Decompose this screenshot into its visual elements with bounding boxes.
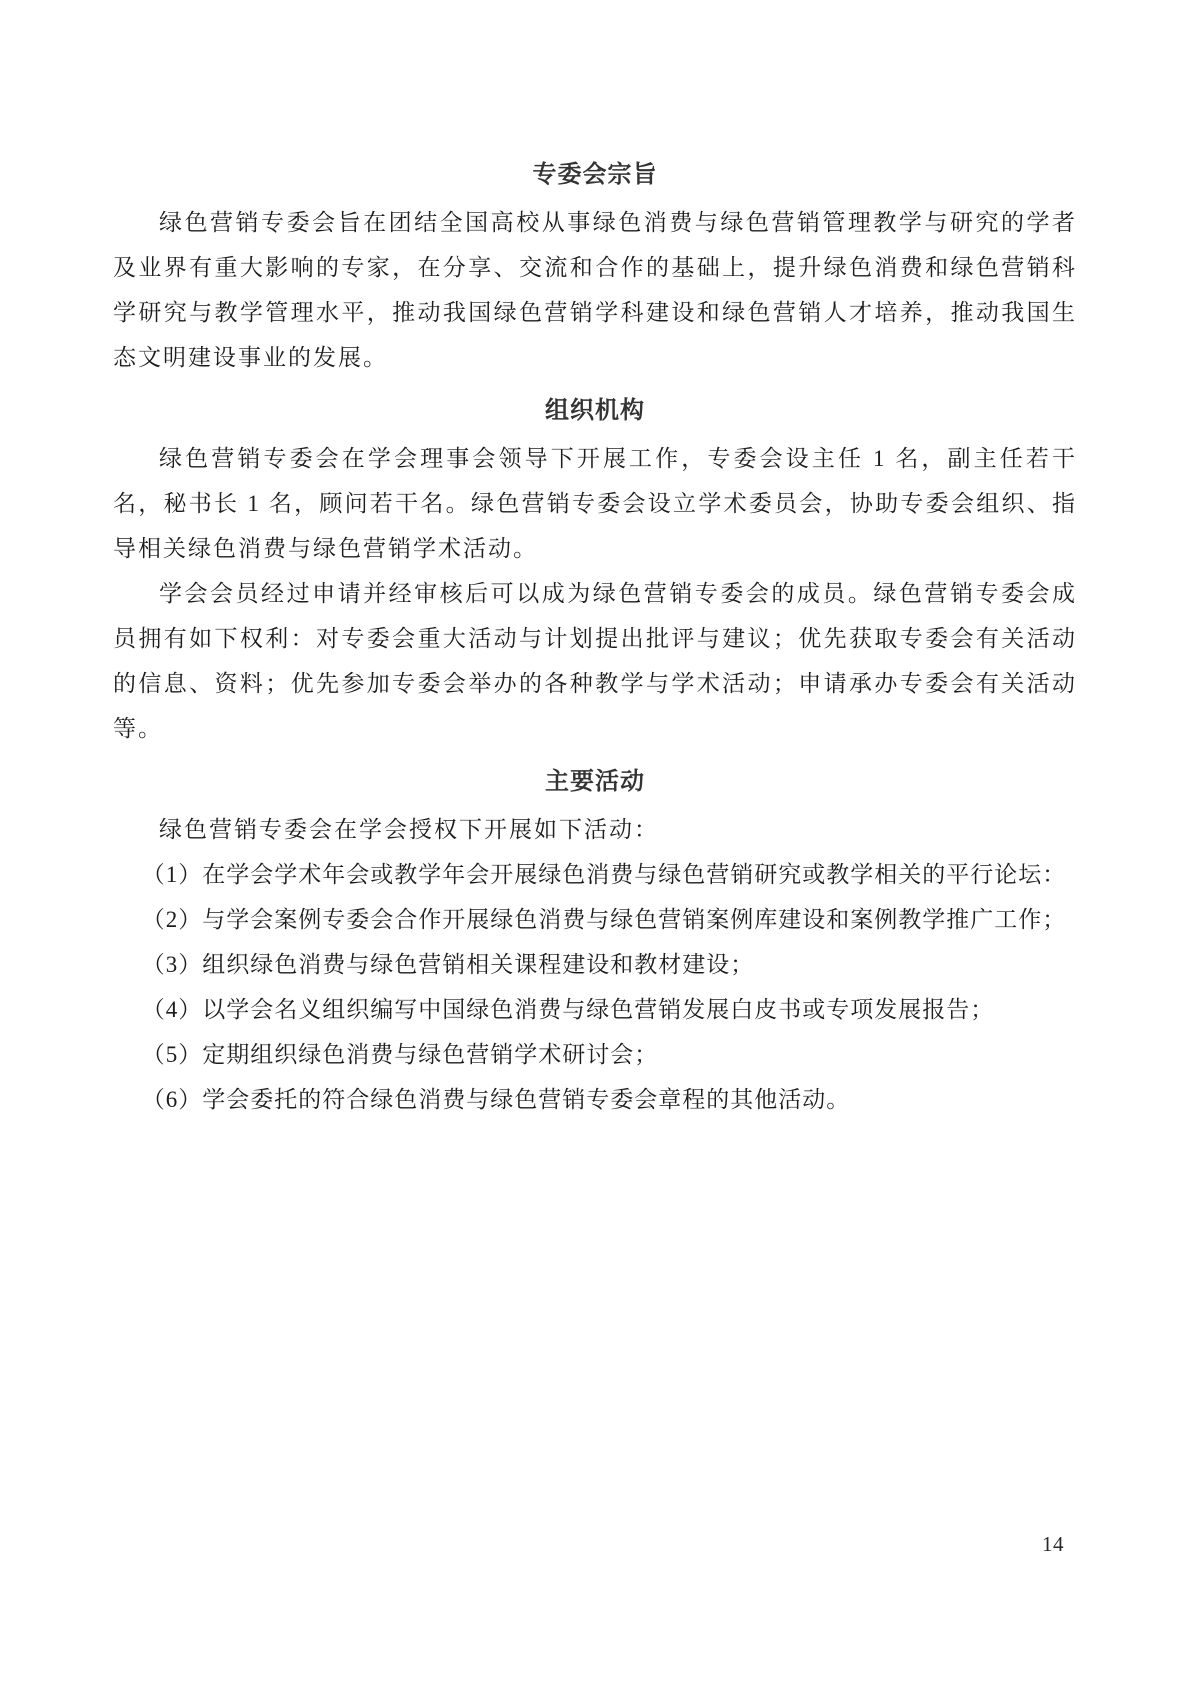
activity-item-5: （5）定期组织绿色消费与绿色营销学术研讨会；	[141, 1042, 659, 1067]
section-heading-organization: 组织机构	[545, 397, 645, 424]
paragraph-organization-structure: 绿色营销专委会在学会理事会领导下开展工作，专委会设主任 1 名，副主任若干名，秘书长 1 名，顾问若干名。绿色营销专委会设立学术委员会，协助专委会组织、指导相关绿色消费与绿色营销学术活动。	[113, 446, 1078, 561]
activity-item-3: （3）组织绿色消费与绿色营销相关课程建设和教材建设；	[141, 952, 755, 977]
activity-item-1: （1）在学会学术年会或教学年会开展绿色消费与绿色营销研究或教学相关的平行论坛：	[141, 862, 1067, 887]
document-content	[113, 160, 1077, 1122]
activity-item-2: （2）与学会案例专委会合作开展绿色消费与绿色营销案例库建设和案例教学推广工作；	[141, 907, 1067, 932]
paragraph-purpose: 绿色营销专委会旨在团结全国高校从事绿色消费与绿色营销管理教学与研究的学者及业界有重大影响的专家，在分享、交流和合作的基础上，提升绿色消费和绿色营销科学研究与教学管理水平，推动我国绿色营销学科建设和绿色营销人才培养，推动我国生态文明建设事业的发展。	[113, 210, 1077, 370]
activity-item-4: （4）以学会名义组织编写中国绿色消费与绿色营销发展白皮书或专项发展报告；	[141, 997, 995, 1022]
paragraph-membership-rights: 学会会员经过申请并经审核后可以成为绿色营销专委会的成员。绿色营销专委会成员拥有如下权利：对专委会重大活动与计划提出批评与建议；优先获取专委会有关活动的信息、资料；优先参加专委会举办的各种教学与学术活动；申请承办专委会有关活动等。	[113, 581, 1077, 741]
section-heading-purpose: 专委会宗旨	[532, 161, 658, 188]
page-number: 14	[1042, 1532, 1064, 1556]
section-heading-activities: 主要活动	[545, 768, 645, 795]
paragraph-activities-intro: 绿色营销专委会在学会授权下开展如下活动：	[159, 817, 659, 842]
activity-item-6: （6）学会委托的符合绿色消费与绿色营销专委会章程的其他活动。	[141, 1087, 851, 1112]
